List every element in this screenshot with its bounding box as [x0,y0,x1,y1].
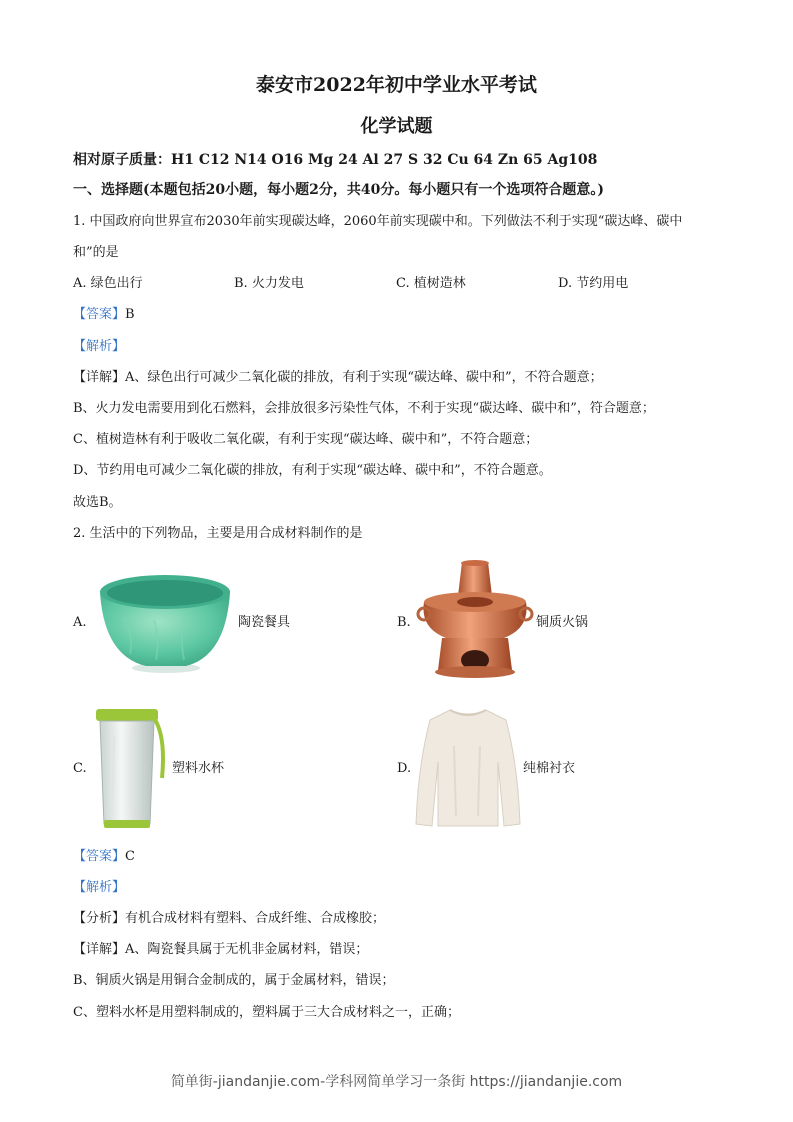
q2-option-d-label: 纯棉衬衣 [523,761,576,776]
q2-option-c-letter: C. [73,761,87,776]
answer-tag: 【答案】 [73,849,126,864]
q1-stem-line-2: 和”的是 [73,245,119,260]
q2-option-d-letter: D. [397,761,412,776]
answer-value: B [125,307,135,322]
plastic-cup-image [92,706,168,832]
q1-detail-4: D、节约用电可减少二氧化碳的排放，有利于实现“碳达峰、碳中和”，不符合题意。 [73,463,552,478]
exam-subtitle: 化学试题 [360,116,433,137]
exam-title: 泰安市2022年初中学业水平考试 [256,74,537,96]
q1-detail-3: C、植树造林有利于吸收二氧化碳，有利于实现“碳达峰、碳中和”，不符合题意； [73,432,539,447]
q2-detail-4: C、塑料水杯是用塑料制成的，塑料属于三大合成材料之一，正确； [73,1005,460,1020]
cotton-shirt-image [414,706,522,830]
page-footer: 简单街-jiandanjie.com-学科网简单学习一条街 https://jiandanjie.com [170,1074,623,1090]
copper-hotpot-image [416,558,534,682]
q1-conclusion: 故选B。 [73,495,122,510]
q2-option-a-letter: A. [73,615,87,630]
q1-detail-1: 【详解】A、绿色出行可减少二氧化碳的排放，有利于实现“碳达峰、碳中和”，不符合题意； [73,370,603,385]
q2-analysis-tag: 【解析】 [73,880,126,895]
q1-detail-2: B、火力发电需要用到化石燃料，会排放很多污染性气体，不利于实现“碳达峰、碳中和”，符合题意； [73,401,655,416]
atomic-mass-line: 相对原子质量：H1 C12 N14 O16 Mg 24 Al 27 S 32 Cu 64 Zn 65 Ag108 [73,152,598,168]
q2-option-b-letter: B. [397,615,411,630]
section-heading: 一、选择题(本题包括20小题，每小题2分，共40分。每小题只有一个选项符合题意。) [73,182,604,198]
q1-stem-line-1: 1. 中国政府向世界宣布2030年前实现碳达峰，2060年前实现碳中和。下列做法不利于实现“碳达峰、碳中 [73,214,683,229]
q2-stem: 2. 生活中的下列物品，主要是用合成材料制作的是 [73,526,363,541]
q1-analysis-tag: 【解析】 [73,339,126,354]
q2-detail-1: 【分析】有机合成材料有塑料、合成纤维、合成橡胶； [73,911,386,926]
q2-option-b-label: 铜质火锅 [536,615,589,630]
answer-value: C [125,849,135,864]
q2-option-c-label: 塑料水杯 [172,761,225,776]
q1-option-d: D. 节约用电 [558,276,629,291]
q2-detail-3: B、铜质火锅是用铜合金制成的，属于金属材料，错误； [73,973,395,988]
ceramic-bowl-image [94,568,234,676]
q1-answer [73,306,135,324]
q2-option-a-label: 陶瓷餐具 [238,615,291,630]
q2-detail-2: 【详解】A、陶瓷餐具属于无机非金属材料，错误； [73,942,369,957]
q1-option-a: A. 绿色出行 [73,276,143,291]
answer-tag: 【答案】 [73,307,126,322]
q1-option-c: C. 植树造林 [396,276,466,291]
q1-option-b: B. 火力发电 [234,276,304,291]
q2-answer [73,848,135,866]
